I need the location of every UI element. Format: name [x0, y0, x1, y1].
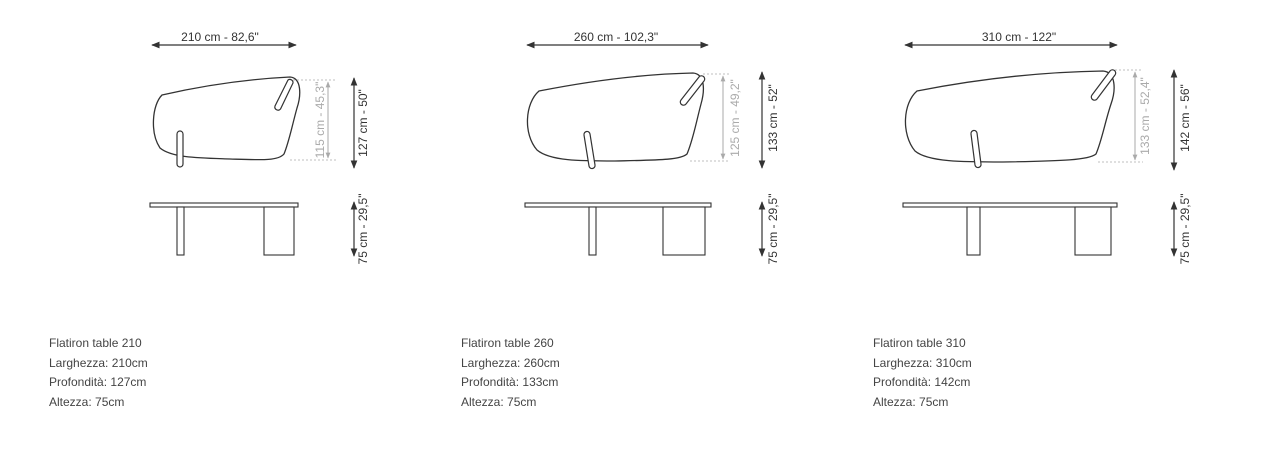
leg-top-view — [1091, 70, 1115, 100]
tabletop-side-view — [150, 203, 298, 207]
depth-spec-label: Profondità: — [461, 375, 520, 389]
depth-spec-label: Profondità: — [49, 375, 108, 389]
height-spec-label: Altezza: — [873, 394, 916, 409]
inner-depth-dimension-label: 115 cm - 45,3" — [313, 81, 327, 159]
width-spec-value: 210cm — [111, 355, 148, 370]
leg-side-view — [663, 207, 705, 255]
leg-side-view — [1075, 207, 1111, 255]
width-dimension-label: 210 cm - 82,6" — [181, 30, 259, 44]
height-dimension-label: 75 cm - 29,5" — [1178, 193, 1192, 265]
leg-top-view — [275, 79, 293, 110]
height-spec-value: 75cm — [919, 394, 949, 409]
outer-depth-dimension-label: 127 cm - 50" — [356, 89, 370, 157]
leg-side-view — [589, 207, 596, 255]
product-name: Flatiron table 310 — [873, 336, 966, 350]
tabletop-side-view — [525, 203, 711, 207]
inner-depth-dimension-label: 125 cm - 49,2" — [728, 79, 742, 157]
tabletop-outline — [153, 77, 299, 160]
depth-spec-label: Profondità: — [873, 375, 932, 389]
width-dimension-label: 260 cm - 102,3" — [573, 30, 659, 44]
width-dimension-label: 310 cm - 122" — [981, 30, 1057, 44]
leg-side-view — [177, 207, 184, 255]
outer-depth-dimension-label: 133 cm - 52" — [766, 84, 780, 152]
product-name: Flatiron table 210 — [49, 336, 142, 350]
height-spec — [873, 393, 972, 413]
leg-top-view — [584, 131, 595, 168]
spec-block-210 — [49, 334, 148, 412]
height-spec — [49, 393, 148, 413]
depth-spec-value: 142cm — [934, 375, 971, 389]
leg-top-view — [680, 76, 704, 105]
tabletop-outline — [905, 71, 1114, 162]
depth-spec — [873, 373, 972, 393]
height-dimension-label: 75 cm - 29,5" — [356, 193, 370, 265]
leg-top-view — [177, 131, 183, 167]
outer-depth-dimension-label: 142 cm - 56" — [1178, 84, 1192, 152]
leg-side-view — [264, 207, 294, 255]
inner-depth-dimension-label: 133 cm - 52,4" — [1138, 77, 1152, 155]
width-spec — [873, 354, 972, 374]
width-spec-value: 260cm — [523, 355, 560, 370]
drawing-table-210 — [140, 0, 460, 290]
width-spec-value: 310cm — [935, 355, 972, 370]
width-spec-label: Larghezza: — [461, 355, 521, 370]
width-spec-label: Larghezza: — [49, 355, 109, 370]
depth-spec — [49, 373, 148, 393]
drawing-table-310 — [893, 0, 1213, 290]
depth-spec-value: 133cm — [522, 375, 559, 389]
width-spec-label: Larghezza: — [873, 355, 933, 370]
tabletop-side-view — [903, 203, 1117, 207]
drawing-table-260 — [515, 0, 835, 290]
height-spec-label: Altezza: — [49, 394, 92, 409]
width-spec — [461, 354, 560, 374]
depth-spec-value: 127cm — [110, 375, 147, 389]
depth-spec — [461, 373, 560, 393]
height-spec — [461, 393, 560, 413]
leg-side-view — [967, 207, 980, 255]
product-name: Flatiron table 260 — [461, 336, 554, 350]
spec-block-310 — [873, 334, 972, 412]
height-spec-value: 75cm — [95, 394, 125, 409]
height-spec-value: 75cm — [507, 394, 537, 409]
tabletop-outline — [527, 73, 703, 161]
width-spec — [49, 354, 148, 374]
height-spec-label: Altezza: — [461, 394, 504, 409]
spec-block-260 — [461, 334, 560, 412]
height-dimension-label: 75 cm - 29,5" — [766, 193, 780, 265]
